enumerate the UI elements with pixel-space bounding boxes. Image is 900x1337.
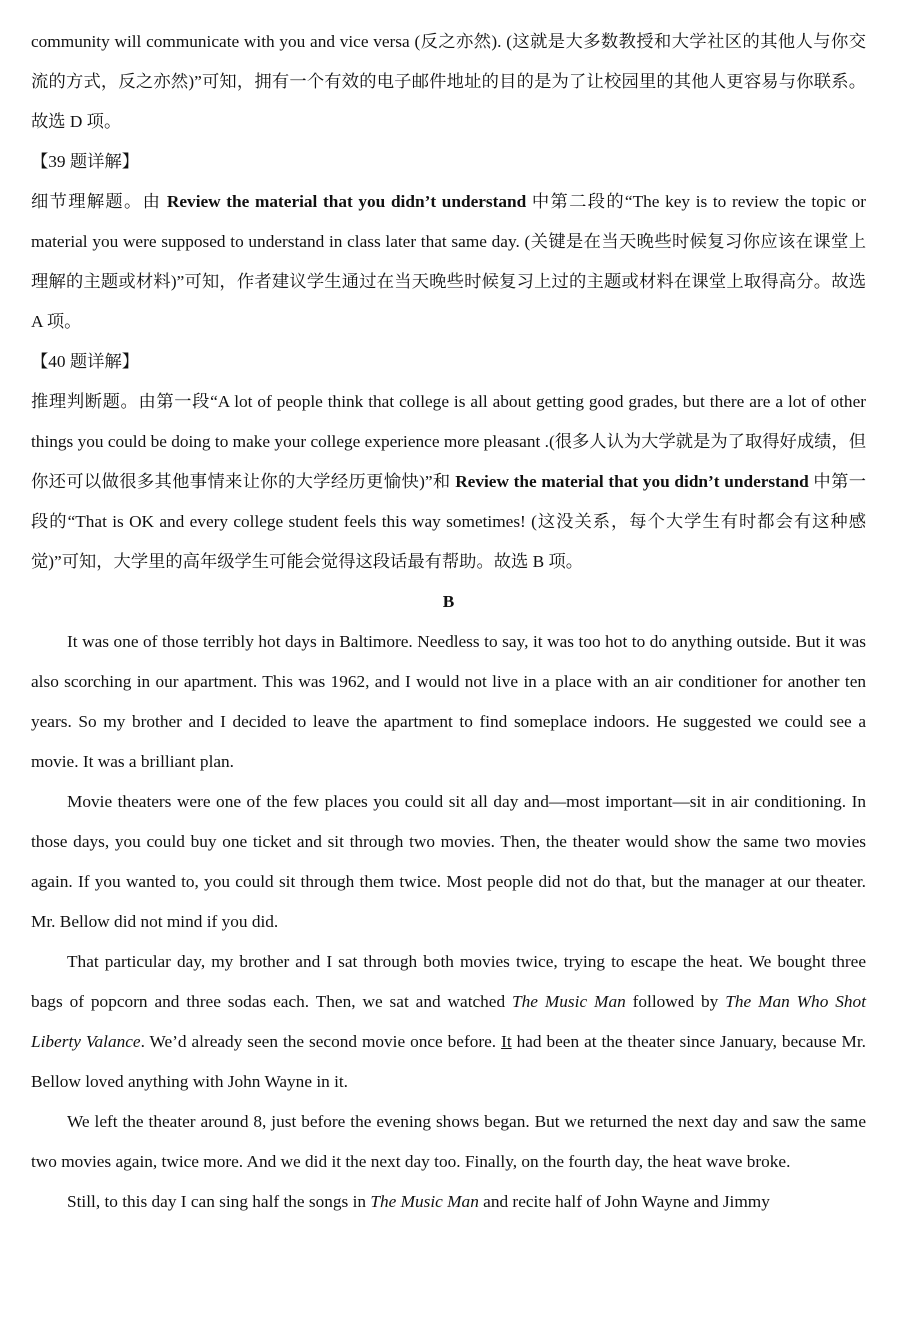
q39-text-2: 中第二段的“The key is to review the topic or material you were supposed to understand in class later that same day. (关键是在当天晚些时候复习你应该在课堂上理解的主题或材料)”可知，作者建议学生通过在当天晚些时候复习上过的主题或材料在课堂上取得高分。故选 A 项。 xyxy=(31,192,866,331)
p3-text-2: followed by xyxy=(625,992,726,1011)
passage-paragraph-3 xyxy=(31,942,866,1102)
section-b-title: B xyxy=(442,592,455,611)
question-39-heading: 【39 题详解】 xyxy=(31,152,140,171)
underlined-it: It xyxy=(501,1032,512,1051)
p3-text-4: had been at the theater since January, because Mr. Bellow loved anything with John Wayne in it. xyxy=(31,1032,866,1091)
q40-text-2: 中第一段的“That is OK and every college student feels this way sometimes! (这没关系，每个大学生有时都会有这种感觉)”可知，大学里的高年级学生可能会觉得这段话最有帮助。故选 B 项。 xyxy=(31,472,866,571)
passage-paragraph-4: We left the theater around 8, just before the evening shows began. But we returned the next day and saw the same two movies again, twice more. And we did it the next day too. Finally, on the fourth day, the heat wave broke. xyxy=(31,1112,866,1171)
passage-paragraph-2: Movie theaters were one of the few places you could sit all day and—most important—sit in air conditioning. In those days, you could buy one ticket and sit through two movies. Then, the theater would show the same two movies again. If you wanted to, you could sit through them twice. Most people did not do that, but the manager at our theater. Mr. Bellow did not mind if you did. xyxy=(31,792,866,931)
p5-text-2: and recite half of John Wayne and Jimmy xyxy=(478,1192,770,1211)
p3-text-1: That particular day, my brother and I sat through both movies twice, trying to escape the heat. We bought three bags of popcorn and three sodas each. Then, we sat and watched xyxy=(31,952,866,1011)
passage-paragraph-1: It was one of those terribly hot days in Baltimore. Needless to say, it was too hot to do anything outside. But it was also scorching in our apartment. This was 1962, and I would not live in a place with an air conditioner for another ten years. So my brother and I decided to leave the apartment to find someplace indoors. He suggested we could see a movie. It was a brilliant plan. xyxy=(31,632,866,771)
question-39-explanation xyxy=(31,182,866,342)
q40-bold-reference: Review the material that you didn’t understand xyxy=(455,472,809,491)
movie-title-music-man: The Music Man xyxy=(512,992,626,1011)
movie-title-music-man-2: The Music Man xyxy=(370,1192,479,1211)
q39-bold-reference: Review the material that you didn’t understand xyxy=(166,192,527,211)
explanation-38-text: community will communicate with you and vice versa (反之亦然). (这就是大多数教授和大学社区的其他人与你交流的方式，反之亦然)”可知，拥有一个有效的电子邮件地址的目的是为了让校园里的其他人更容易与你联系。故选 D 项。 xyxy=(31,32,866,131)
q40-text-1: 推理判断题。由第一段“A lot of people think that college is all about getting good grades, but there are a lot of other things you could be doing to make your college experience more pleasant .(很多人认为大学就是为了取得好成绩，但你还可以做很多其他事情来让你的大学经历更愉快)”和 xyxy=(31,392,866,491)
passage-paragraph-5 xyxy=(31,1182,866,1222)
question-40-explanation xyxy=(31,382,866,582)
p3-text-3: . We’d already seen the second movie once before. xyxy=(140,1032,502,1051)
movie-title-liberty-valance: The Man Who Shot Liberty Valance xyxy=(31,992,866,1051)
q39-text-1: 细节理解题。由 xyxy=(31,192,167,211)
p5-text-1: Still, to this day I can sing half the songs in xyxy=(67,1192,371,1211)
question-40-heading: 【40 题详解】 xyxy=(31,352,140,371)
explanation-38-continued xyxy=(31,22,866,142)
